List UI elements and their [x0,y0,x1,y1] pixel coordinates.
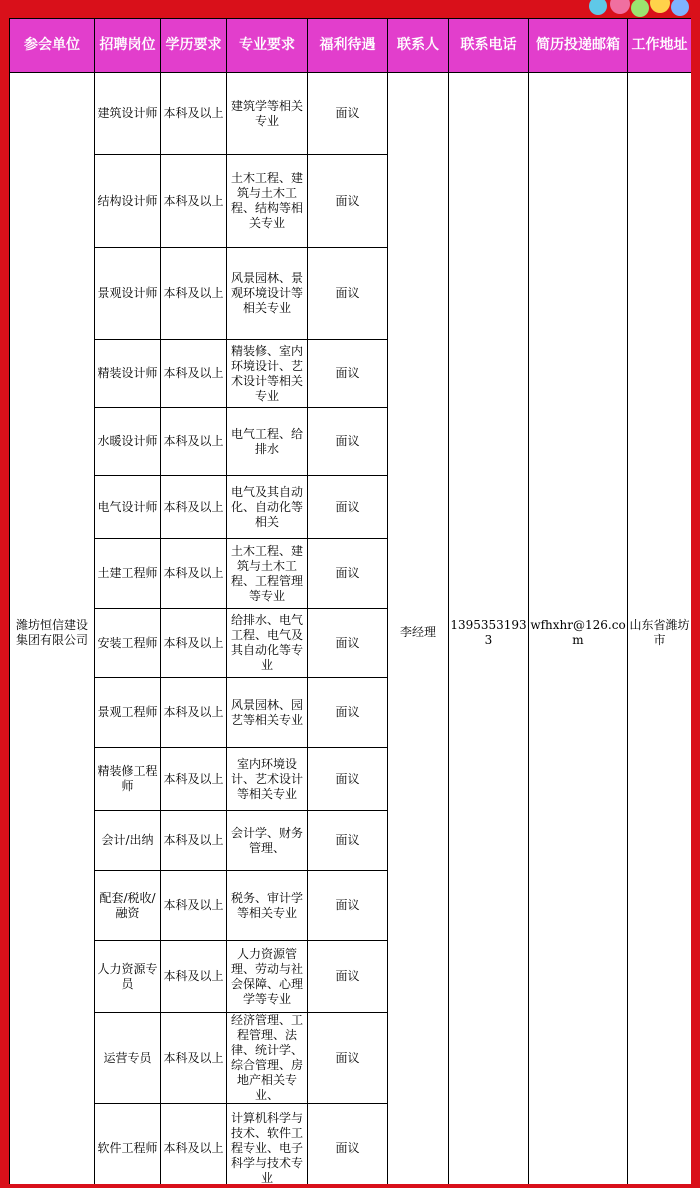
benefit-cell: 面议 [308,678,388,748]
header-contact: 联系人 [388,19,449,73]
position-cell: 软件工程师 [95,1104,161,1185]
benefit-cell: 面议 [308,941,388,1013]
education-cell: 本科及以上 [161,941,227,1013]
major-cell: 土木工程、建筑与土木工程、结构等相关专业 [227,155,308,248]
education-cell: 本科及以上 [161,748,227,811]
education-cell: 本科及以上 [161,476,227,539]
major-cell: 建筑学等相关专业 [227,73,308,155]
education-cell: 本科及以上 [161,871,227,941]
header-phone: 联系电话 [449,19,529,73]
education-cell: 本科及以上 [161,1013,227,1104]
position-cell: 精装设计师 [95,340,161,408]
benefit-cell: 面议 [308,1013,388,1104]
benefit-cell: 面议 [308,155,388,248]
benefit-cell: 面议 [308,539,388,609]
benefit-cell: 面议 [308,609,388,678]
balloons-decoration [580,0,700,26]
benefit-cell: 面议 [308,476,388,539]
education-cell: 本科及以上 [161,678,227,748]
position-cell: 土建工程师 [95,539,161,609]
major-cell: 土木工程、建筑与土木工程、工程管理等专业 [227,539,308,609]
major-cell: 给排水、电气工程、电气及其自动化等专业 [227,609,308,678]
education-cell: 本科及以上 [161,340,227,408]
address-cell: 山东省潍坊市 [628,73,692,1185]
major-cell: 精装修、室内环境设计、艺术设计等相关专业 [227,340,308,408]
contact-cell: 李经理 [388,73,449,1185]
benefit-cell: 面议 [308,408,388,476]
header-email: 简历投递邮箱 [529,19,628,73]
position-cell: 景观工程师 [95,678,161,748]
header-benefit: 福利待遇 [308,19,388,73]
recruitment-table [9,18,691,1184]
education-cell: 本科及以上 [161,811,227,871]
position-cell: 人力资源专员 [95,941,161,1013]
position-cell: 水暖设计师 [95,408,161,476]
benefit-cell: 面议 [308,248,388,340]
phone-cell: 13953531933 [449,73,529,1185]
benefit-cell: 面议 [308,1104,388,1185]
major-cell: 人力资源管理、劳动与社会保障、心理学等专业 [227,941,308,1013]
recruitment-table-sheet [9,18,691,1184]
position-cell: 电气设计师 [95,476,161,539]
major-cell: 风景园林、园艺等相关专业 [227,678,308,748]
benefit-cell: 面议 [308,811,388,871]
education-cell: 本科及以上 [161,73,227,155]
education-cell: 本科及以上 [161,609,227,678]
position-cell: 精装修工程师 [95,748,161,811]
major-cell: 电气及其自动化、自动化等相关 [227,476,308,539]
major-cell: 计算机科学与技术、软件工程专业、电子科学与技术专业 [227,1104,308,1185]
header-major: 专业要求 [227,19,308,73]
benefit-cell: 面议 [308,871,388,941]
benefit-cell: 面议 [308,340,388,408]
major-cell: 会计学、财务管理、 [227,811,308,871]
education-cell: 本科及以上 [161,1104,227,1185]
major-cell: 风景园林、景观环境设计等相关专业 [227,248,308,340]
company-cell: 潍坊恒信建设集团有限公司 [10,73,95,1185]
header-position: 招聘岗位 [95,19,161,73]
position-cell: 配套/税收/融资 [95,871,161,941]
header-education: 学历要求 [161,19,227,73]
header-address: 工作地址 [628,19,692,73]
major-cell: 室内环境设计、艺术设计等相关专业 [227,748,308,811]
benefit-cell: 面议 [308,73,388,155]
header-company: 参会单位 [10,19,95,73]
table-body [10,73,692,1185]
major-cell: 税务、审计学等相关专业 [227,871,308,941]
position-cell: 建筑设计师 [95,73,161,155]
position-cell: 景观设计师 [95,248,161,340]
education-cell: 本科及以上 [161,539,227,609]
position-cell: 安装工程师 [95,609,161,678]
major-cell: 经济管理、工程管理、法律、统计学、综合管理、房地产相关专业、 [227,1013,308,1104]
benefit-cell: 面议 [308,748,388,811]
education-cell: 本科及以上 [161,408,227,476]
education-cell: 本科及以上 [161,248,227,340]
position-cell: 结构设计师 [95,155,161,248]
header-row [10,19,692,73]
education-cell: 本科及以上 [161,155,227,248]
position-cell: 会计/出纳 [95,811,161,871]
position-cell: 运营专员 [95,1013,161,1104]
table-row [10,73,692,155]
major-cell: 电气工程、给排水 [227,408,308,476]
email-cell: wfhxhr@126.com [529,73,628,1185]
